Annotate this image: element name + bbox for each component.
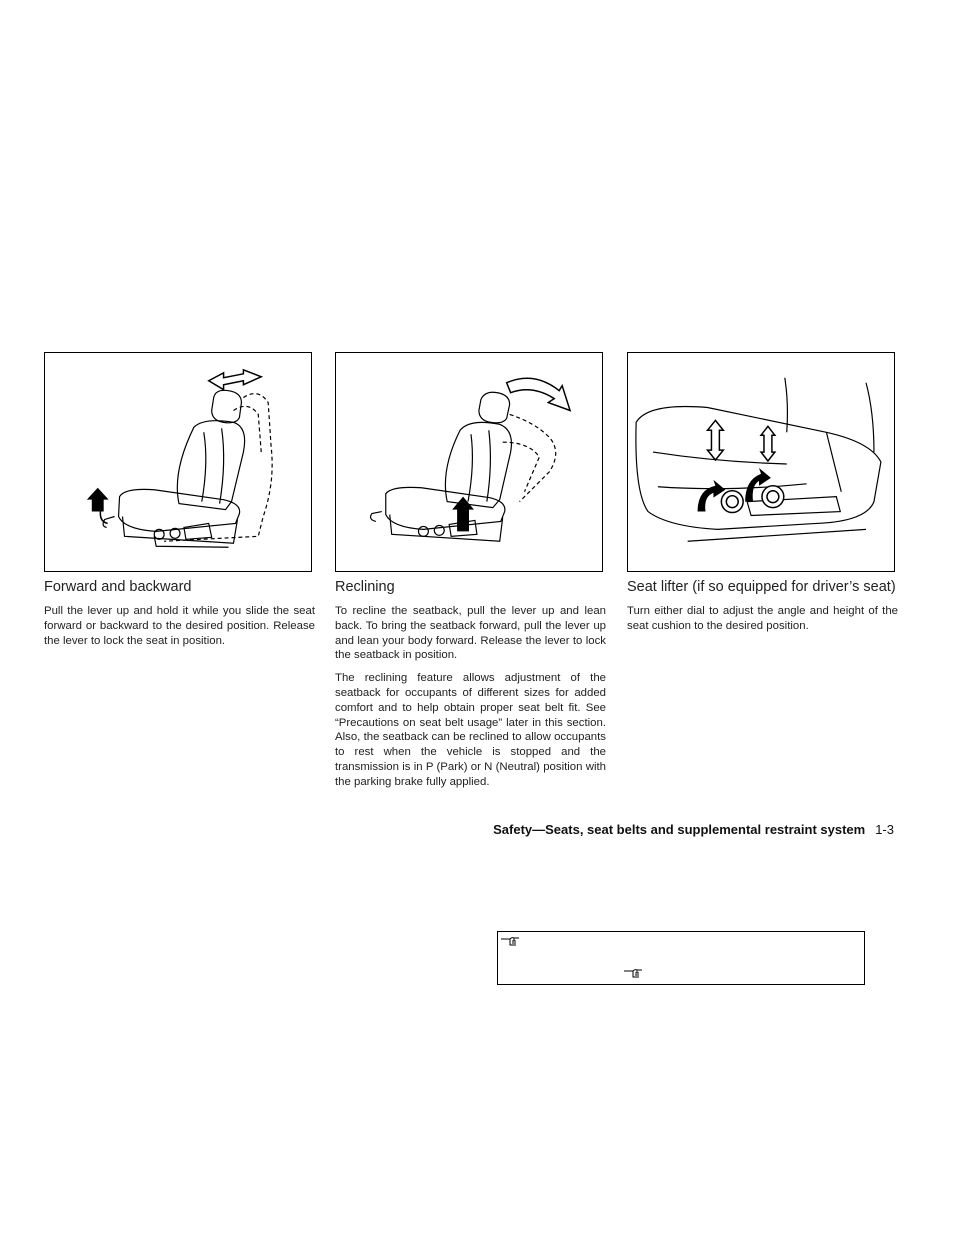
figure-forward-backward	[44, 352, 312, 572]
section-title: Forward and backward	[44, 579, 192, 595]
note-box	[497, 931, 865, 985]
footer-title: Safety—Seats, seat belts and supplemental restraint system	[493, 822, 866, 837]
figure-seat-lifter	[627, 352, 895, 572]
paragraph: The reclining feature allows adjustment of the seatback for occupants of different sizes for added comfort and to help obtain proper seat belt fit. See “Precautions on seat belt usage” later in this section. Also, the seatback can be reclined to allow occupants to rest when the vehicle is stopped and the transmission is in P (Park) or N (Neutral) position with the parking brake fully applied.	[335, 672, 606, 788]
pointing-hand-icon	[623, 966, 643, 978]
section-title: Reclining	[335, 579, 395, 595]
paragraph: Pull the lever up and hold it while you slide the seat forward or backward to the desired position. Release the lever to lock the seat in position.	[44, 605, 315, 647]
figure-reclining	[335, 352, 603, 572]
section-reclining	[335, 579, 606, 798]
seat-lifter-illustration	[628, 353, 894, 571]
page-number: 1-3	[875, 822, 894, 837]
section-forward-backward	[44, 579, 315, 656]
paragraph: Turn either dial to adjust the angle and height of the seat cushion to the desired position.	[627, 605, 898, 632]
paragraph: To recline the seatback, pull the lever up and lean back. To bring the seatback forward, pull the lever up and lean your body forward. Release the lever to lock the seatback in position.	[335, 605, 606, 662]
seat-recline-illustration	[336, 353, 602, 571]
section-title: Seat lifter (if so equipped for driver’s seat)	[627, 579, 896, 595]
section-seat-lifter	[627, 579, 898, 642]
seat-slide-illustration	[45, 353, 311, 571]
pointing-hand-icon	[500, 934, 520, 946]
page-footer	[493, 822, 894, 837]
